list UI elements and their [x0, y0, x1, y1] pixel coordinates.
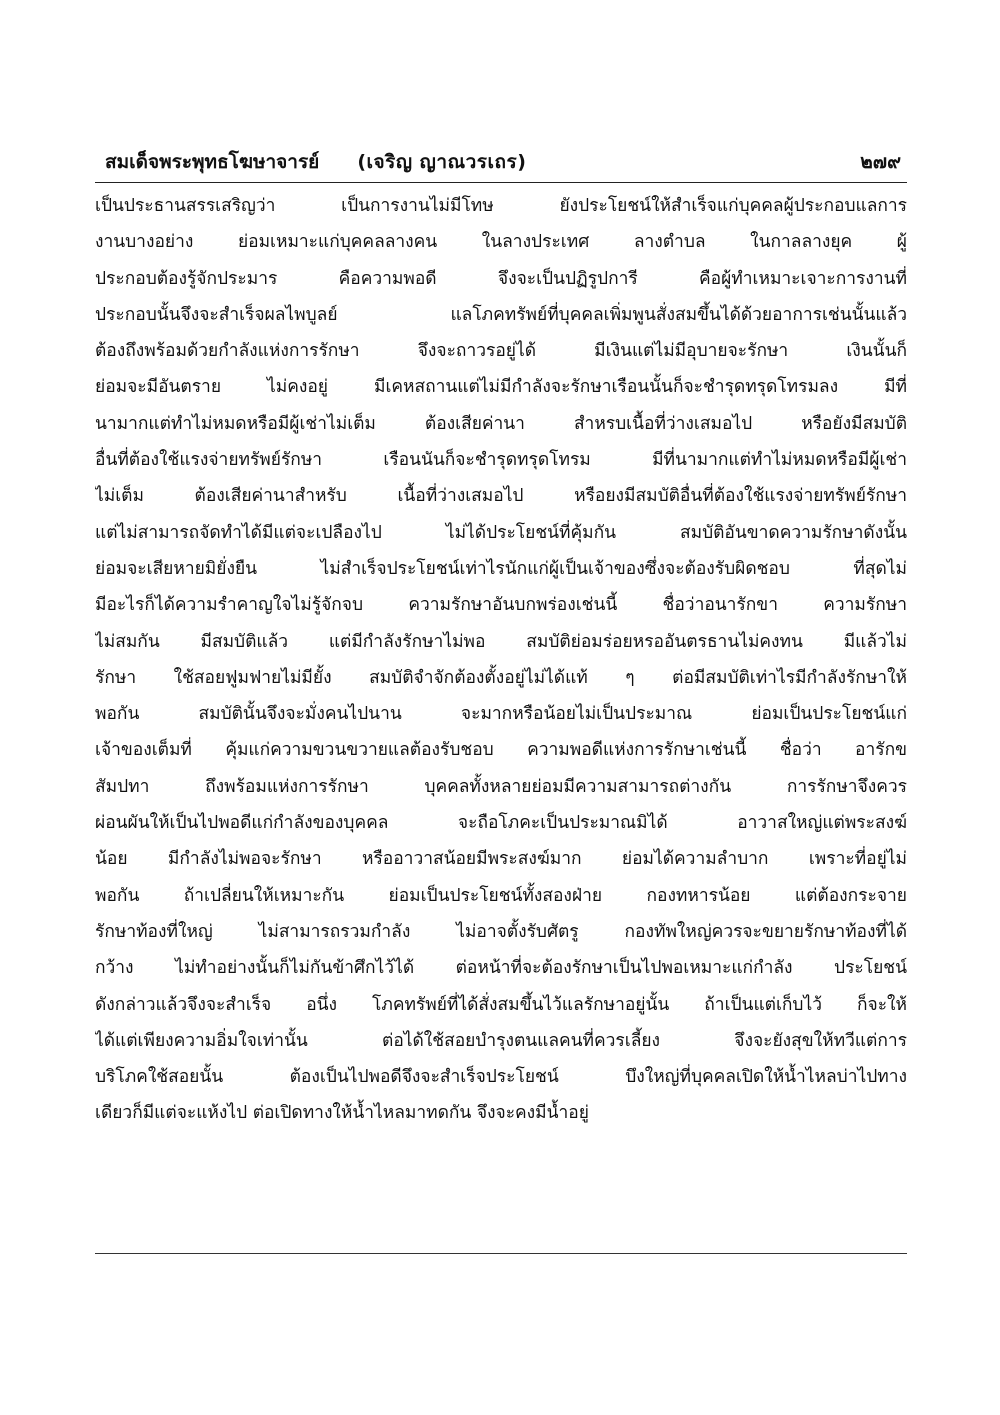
page-header	[95, 143, 907, 181]
text-line: ไม่สมกัน มีสมบัติแล้ว แต่มีกำลังรักษาไม่พอ สมบัติย่อมร่อยหรออันตรธานไม่คงทน มีแล้วไม่	[95, 631, 907, 652]
text-line: พอกัน ถ้าเปลี่ยนให้เหมาะกัน ย่อมเป็นประโยชน์ทั้งสองฝ่าย กองทหารน้อย แต่ต้องกระจาย	[95, 885, 907, 906]
text-line: รักษา ใช้สอยฟูมฟายไม่มียั้ง สมบัติจำจักต้องตั้งอยู่ไม่ได้แท้ ๆ ต่อมีสมบัติเท่าไรมีกำลังรักษาให้	[95, 667, 907, 688]
header-divider	[95, 182, 907, 183]
text-line: ย่อมจะเสียหายมิยั่งยืน ไม่สำเร็จประโยชน์เท่าไรนักแก่ผู้เป็นเจ้าของซึ่งจะต้องรับผิดชอบ ที่สุดไม่	[95, 558, 907, 579]
text-line: ประกอบต้องรู้จักประมาร คือความพอดี จึงจะเป็นปฏิรูปการี คือผู้ทำเหมาะเจาะการงานที่	[95, 268, 907, 289]
text-line: แต่ไม่สามารถจัดทำได้มีแต่จะเปลืองไป ไม่ได้ประโยชน์ที่คุ้มกัน สมบัติอันขาดความรักษาดังนั้น	[95, 522, 907, 543]
author-name: สมเด็จพระพุทธโฆษาจารย์	[105, 151, 320, 173]
text-line: สัมปทา ถึงพร้อมแห่งการรักษา บุคคลทั้งหลายย่อมมีความสามารถต่างกัน การรักษาจึงควร	[95, 776, 907, 797]
text-line: น้อย มีกำลังไม่พอจะรักษา หรืออาวาสน้อยมีพระสงฆ์มาก ย่อมได้ความลำบาก เพราะที่อยู่ไม่	[95, 849, 907, 870]
text-line: บริโภคใช้สอยนั้น ต้องเป็นไปพอดีจึงจะสำเร็จประโยชน์ บึงใหญ่ที่บุคคลเปิดให้น้ำไหลบ่าไปทาง	[95, 1067, 907, 1088]
text-line: ดังกล่าวแล้วจึงจะสำเร็จ อนึ่ง โภคทรัพย์ที่ได้สั่งสมขึ้นไว้แลรักษาอยู่นั้น ถ้าเป็นแต่เก็บไว้ ก็จะให้	[95, 994, 907, 1015]
text-line: มีอะไรก็ได้ความรำคาญใจไม่รู้จักจบ ความรักษาอันบกพร่องเช่นนี้ ชื่อว่าอนารักขา ความรักษา	[95, 595, 907, 616]
text-line: ผ่อนผันให้เป็นไปพอดีแก่กำลังของบุคคล จะถือโภคะเป็นประมาณมิได้ อาวาสใหญ่แต่พระสงฆ์	[95, 813, 907, 834]
page-number: ๒๗๙	[860, 151, 901, 173]
text-line: เป็นประธานสรรเสริญว่า เป็นการงานไม่มีโทษ ยังประโยชน์ให้สำเร็จแก่บุคคลผู้ประกอบแลการ	[95, 196, 907, 216]
text-line: งานบางอย่าง ย่อมเหมาะแก่บุคคลลางคน ในลางประเทศ ลางตำบล ในกาลลางยุค ผู้	[95, 232, 907, 253]
running-title	[105, 147, 526, 177]
text-line: รักษาท้องที่ใหญ่ ไม่สามารถรวมกำลัง ไม่อาจตั้งรับศัตรู กองทัพใหญ่ควรจะขยายรักษาท้องที่ได้	[95, 921, 907, 942]
text-line: พอกัน สมบัตินั้นจึงจะมั่งคนไปนาน จะมากหรือน้อยไม่เป็นประมาณ ย่อมเป็นประโยชน์แก่	[95, 704, 907, 725]
text-line: เจ้าของเต็มที่ คุ้มแก่ความขวนขวายแลต้องรับชอบ ความพอดีแห่งการรักษาเช่นนี้ ชื่อว่า อารักข	[95, 740, 907, 761]
text-line: เดียวก็มีแต่จะแห้งไป ต่อเปิดทางให้น้ำไหลมาทดกัน จึงจะคงมีน้ำอยู่	[95, 1103, 589, 1124]
text-line: อื่นที่ต้องใช้แรงจ่ายทรัพย์รักษา เรือนนันก็จะชำรุดทรุดโทรม มีที่นามากแต่ทำไม่หมดหรือมีผู้เช่า	[95, 450, 907, 471]
text-line: นามากแต่ทำไม่หมดหรือมีผู้เช่าไม่เต็ม ต้องเสียค่านา สำหรบเนื้อที่ว่างเสมอไป หรือยังมีสมบัติ	[95, 413, 907, 434]
text-line: ไม่เต็ม ต้องเสียค่านาสำหรับ เนื้อที่ว่างเสมอไป หรือยงมีสมบัติอื่นที่ต้องใช้แรงจ่ายทรัพย์รักษา	[95, 486, 907, 507]
author-subtitle: (เจริญ ญาณวรเถร)	[357, 151, 527, 173]
text-line: กว้าง ไม่ทำอย่างนั้นก็ไม่กันข้าศึกไว้ได้ ต่อหน้าที่จะต้องรักษาเป็นไปพอเหมาะแก่กำลัง ประโยชน์	[95, 958, 907, 979]
footer-divider	[95, 1253, 907, 1254]
text-line: ประกอบนั้นจึงจะสำเร็จผลไพบูลย์ แลโภคทรัพย์ที่บุคคลเพิ่มพูนสั่งสมขึ้นได้ด้วยอาการเช่นนั้นแล้ว	[95, 304, 907, 325]
body-text	[95, 188, 907, 1132]
text-line: ย่อมจะมีอันตราย ไม่คงอยู่ มีเคหสถานแต่ไม่มีกำลังจะรักษาเรือนนั้นก็จะชำรุดทรุดโทรมลง มีที่	[95, 377, 907, 398]
text-line: ได้แต่เพียงความอิ่มใจเท่านั้น ต่อได้ใช้สอยบำรุงตนแลคนที่ควรเลี้ยง จึงจะยังสุขให้ทวีแต่การ	[95, 1030, 907, 1051]
text-line: ต้องถึงพร้อมด้วยกำลังแห่งการรักษา จึงจะถาวรอยู่ได้ มีเงินแต่ไม่มีอุบายจะรักษา เงินนั้นก็	[95, 341, 907, 362]
